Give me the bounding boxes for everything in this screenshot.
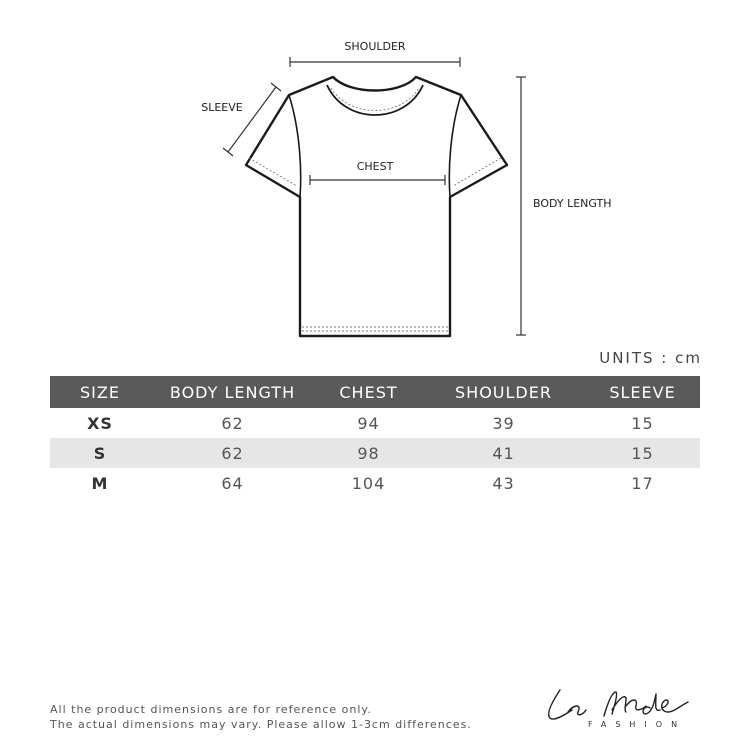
header-size: SIZE <box>50 376 150 408</box>
table-header-row <box>50 376 700 408</box>
table-cell: 17 <box>631 473 654 493</box>
size-chart-table <box>50 376 700 498</box>
disclaimer-line-2: The actual dimensions may vary. Please allow 1-3cm differences. <box>50 718 472 731</box>
table-row <box>50 408 700 438</box>
table-cell: 98 <box>315 438 422 468</box>
table-row <box>50 438 700 468</box>
chest-label: CHEST <box>356 160 394 173</box>
table-cell: 64 <box>221 473 244 493</box>
disclaimer-line-1: All the product dimensions are for reference only. <box>50 703 372 716</box>
table-cell: 104 <box>351 473 386 493</box>
disclaimer <box>50 702 472 732</box>
table-cell: 41 <box>422 438 585 468</box>
shoulder-label: SHOULDER <box>344 40 406 53</box>
table-cell: M <box>91 473 109 493</box>
table-cell: 15 <box>631 413 654 433</box>
brand-subtitle: FASHION <box>588 720 687 729</box>
logo-script <box>549 690 688 719</box>
sleeve-measure-line <box>228 87 276 152</box>
sleeve-measure-cap-bottom <box>223 148 233 156</box>
table-cell: S <box>50 438 150 468</box>
table-cell: XS <box>87 413 113 433</box>
table-row <box>50 468 700 498</box>
table-cell: 62 <box>221 413 244 433</box>
header-shoulder: SHOULDER <box>422 376 585 408</box>
table-cell: 62 <box>150 438 315 468</box>
right-armhole <box>449 95 461 197</box>
units-label: UNITS : cm <box>599 349 702 367</box>
tshirt-measurement-diagram <box>0 0 750 350</box>
header-chest: CHEST <box>315 376 422 408</box>
body-length-label: BODY LENGTH <box>533 197 612 210</box>
left-armhole <box>289 95 301 197</box>
table-cell: 39 <box>492 413 515 433</box>
sleeve-label: SLEEVE <box>201 101 243 114</box>
table-cell: 94 <box>357 413 380 433</box>
sleeve-measure-cap-top <box>271 83 281 91</box>
header-sleeve: SLEEVE <box>585 376 700 408</box>
table-cell: 15 <box>585 438 700 468</box>
table-cell: 43 <box>492 473 515 493</box>
header-body-length: BODY LENGTH <box>150 376 315 408</box>
